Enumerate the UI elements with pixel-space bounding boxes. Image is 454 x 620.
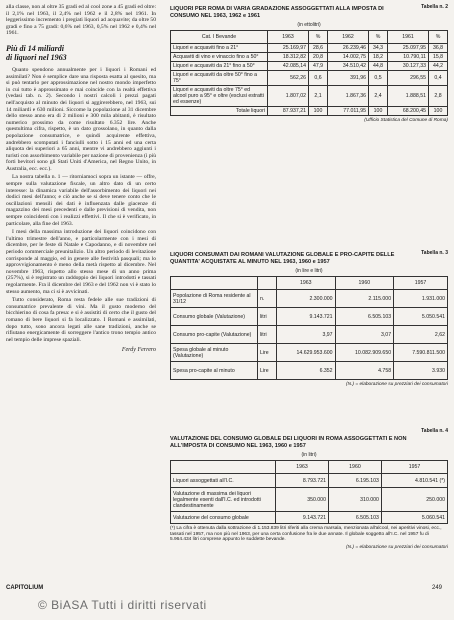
table-row: Consumo globale (Valutazione) litri 9.143.721 6.505.103 5.050.541	[171, 308, 448, 326]
table-note: (N.) = elaborazione su prezziari dei consumatori	[346, 382, 448, 387]
table-header-row: Cat. I Bevande 1963 % 1962 % 1961 %	[171, 31, 448, 44]
publication-name: CAPITOLIUM	[6, 585, 44, 591]
table-label: Tabella n. 2	[421, 4, 448, 10]
table-2	[170, 4, 448, 123]
data-table	[170, 276, 448, 380]
article-paragraph: Tutto considerato, Roma resta fedele alle sue tradizioni di consumatrice prevalente di vini. Ma il gusto moderno del bicchierino di cosa fa presa: e si è assistiti di certo che il gusto del romano di bere liquori si fa localizzato. I Romani e assimilati, dopo tutto, sono ancora legati alle sane tradizioni, anche se rifiutano energicamente di sorreggere l'antico trono tempio antico nel tempio delle imprese spaziali.	[6, 297, 156, 343]
table-row: Valutazione del consumo globale 9.143.721 6.505.103 5.060.541	[171, 512, 448, 524]
table-title: VALUTAZIONE DEL CONSUMO GLOBALE DEI LIQUORI IN ROMA ASSOGGETTATI E NON ALL'IMPOSTA DI CONSUMO NEL 1963, 1960 e 1957	[170, 436, 407, 449]
table-footnote: (*) La cifra è ottenuta dalla sottrazione di 1.153.839 litri riferiti alla crema marsala, menzionata all'alcool, nei aperitivi vinosi, ecc., tassati nel 1957, ma non più nel 1963, per una certa confusione fra le due annate. Il globale soggetto all'I.C. nel 1957 fu di 5.964.434 litri comprese appunto le suddette bevande.	[170, 526, 442, 543]
table-label: Tabella n. 4	[421, 428, 448, 434]
data-table	[170, 30, 448, 116]
table-row: Acquaviti di vino e vinaccio fino a 50° 18.312,82 20,8 14.002,75 18,2 10.790,11 15,8	[171, 53, 448, 62]
article-paragraph: Quanto spendono annualmente per i liquori i Romani ed assimilati? Non è semplice dare una risposta esatta al quesito, ma si può tentarlo per approssimazione nel nostro mondo imperfetto in cui tutto è approssimato e mai coincide con la realtà effettiva (vedasi tab. n. 2). Secondo i nostri calcoli i prezzi pagati nell'acquisto al minuto dei liquori si aggirerebbero, nel 1963, sui 14 miliardi e 630 milioni. Siccome la popolazione al 31 dicembre dello stesso anno era di 2 milioni e 300 mila abitanti, è risultato numerico prossimo da come risultato 6.352 lire. Anche questultima cifra, rispetto, è un dato grossolano, in quanto dalla popolazione consumatrice, e quindi acquirente effettiva, andrebbero scomputati i fanciulli sotto i 15 anni ed una certa aliquota dei superiori a 65 anni, mentre vi andrebbero aggiunti i turisti con assorbimento variabile per nazione di provenienza (i più forti bevitori sono gli Stati Uniti d'America, nel Regno Unito, in Australia, ecc. ecc.).	[6, 66, 156, 172]
watermark: © BiASA Tutti i diritti riservati	[38, 598, 207, 612]
table-row: Popolazione di Roma residente al 31/12 n. 2.300.000 2.115.000 1.931.000	[171, 290, 448, 308]
table-4	[170, 428, 448, 550]
table-unit: (in lire e litri)	[295, 268, 323, 274]
table-row: Spesa globale al minuto (Valutazione) Lire 14.629.953.600 10.082.909.650 7.590.811.500	[171, 344, 448, 362]
table-title: LIQUORI CONSUMATI DAI ROMANI VALUTAZIONE GLOBALE E PRO-CAPITE DELLE QUANTITA' ACQUISTATE AL MINUTO NEL 1963, 1960 e 1957	[170, 252, 395, 265]
table-total-row: Totale liquori 87.937,21 100 77.011,95 100 68.200,45 100	[171, 107, 448, 116]
table-note: (N.) = elaborazione su prezziari dei consumatori	[346, 544, 448, 550]
table-row: Liquori e acquaviti da oltre 50° fino a 75° 562,26 0,6 391,96 0,5 296,55 0,4	[171, 71, 448, 86]
table-row: Spesa pro-capite al minuto Lire 6.352 4.758 3.930	[171, 362, 448, 380]
table-row: Liquori e acquaviti fino a 21° 25.169,97 28,6 26.239,46 34,3 25.097,95 36,8	[171, 44, 448, 53]
table-row: Liquori assoggettati all'I.C. 8.793.721 6.195.103 4.810.541 (*)	[171, 474, 448, 488]
article-paragraph: I mesi della massima introduzione dei liquori coincidono con l'ultimo trimestre dell'anno, e particolarmente con i mesi di dicembre, per le feste di Natale e Capodanno, e di novembre nel periodo commerciale preunitalizio. Un altro periodo di levitazione corrisponde al maggio, ed in genere alle festività pasquali; ma lo approvvigionamento è meno della metà rispetto al dicembre. Nel novembre 1963, rispetto allo stesso mese di un anno prima (257%), si è registrato un raddoppio dei liquori introdotti e tassati regolarmente. Fra il dicembre del 1963 e del 1962 non vi è stato lo stesso aumento, ma ci si è avvicinati.	[6, 229, 156, 295]
table-row: Liquori e acquaviti da 21° fino a 50° 42.085,14 47,9 34.510,42 44,8 30.127,33 44,2	[171, 62, 448, 71]
table-label: Tabella n. 3	[421, 250, 448, 256]
article-heading: Più di 14 miliardi di liquori nel 1963	[6, 43, 67, 62]
table-3	[170, 250, 448, 387]
table-row: Liquori e acquaviti da oltre 75° ed alcool puro a 95° e oltre (esclusi estratti ed essenze) 1.807,02 2,1 1.867,36 2,4 1.888,51 2,8	[171, 86, 448, 107]
page-number: 249	[431, 585, 442, 591]
data-table	[170, 460, 448, 524]
table-row: Consumo pro-capite (Valutazione) litri 3,97 3,07 2,62	[171, 326, 448, 344]
article-intro: alla classe, non al oltre 35 gradi ed al cool zone a 45 gradi ed oltre: il 2,1% nel 1963, il 2,4% nel 1962 e il 2,8% nel 1961. In leggerissimo incremento i pregiati liquori ad acquavite; da oltre 50 gradi e fino a 75 gradi: 0,6% nel 1963, 0,5% nel 1962 e 0,4% nel 1961.	[6, 4, 156, 37]
table-header-row: 1963 1960 1957	[171, 461, 448, 474]
article-paragraph: La nostra tabella n. 1 — ritorniamoci sopra un istante — offre, sempre sulla valutazione fiscale, un altro dato di un certo interesse: la dinamica variabile dell'assorbimento dei liquori nei dodici mesi dell'anno; e ciò anche se si deve tenere conto che le oscillazioni mensili dei dati è influenzata dalle giacenze di magazzino dei mesi precedenti e dalle previsioni di vendita, non sempre coincidenti con i realizzi effettivi. Il che si è verificato, in particolare, alla fine del 1963.	[6, 174, 156, 227]
table-unit: (in ettolitri)	[297, 22, 321, 28]
table-row: Valutazione di massima dei liquori legalmente esenti dall'I.C. ed introdotti clandestinamente 350.000 310.000 250.000	[171, 488, 448, 512]
table-source: (Ufficio Statistica del Comune di Roma)	[364, 118, 448, 123]
table-title: LIQUORI PER ROMA DI VARIA GRADAZIONE ASSOGGETTATI ALLA IMPOSTA DI CONSUMO NEL 1963, 1962 e 1961	[170, 6, 384, 19]
author-signature: Ferdy Ferrero	[121, 347, 156, 354]
article-column	[6, 4, 156, 354]
table-unit: (in litri)	[301, 452, 317, 458]
table-header-row: 1963 1960 1957	[171, 277, 448, 290]
